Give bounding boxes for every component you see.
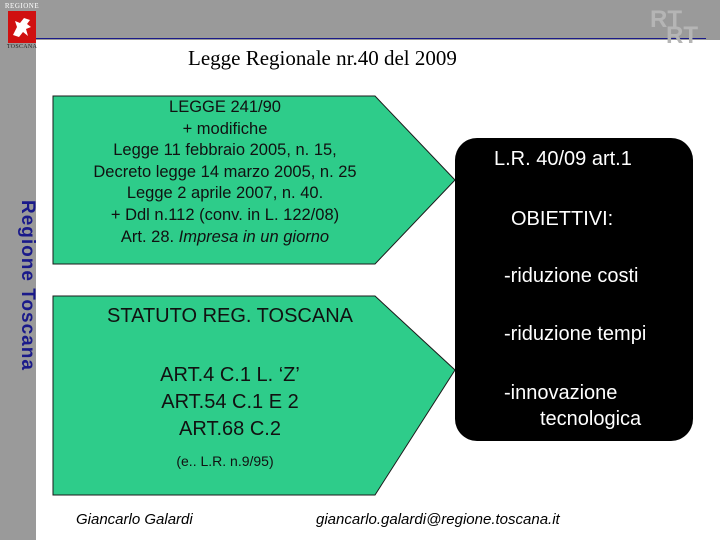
law-line: Decreto legge 14 marzo 2005, n. 25: [93, 162, 357, 181]
objective-item: -riduzione costi: [504, 265, 639, 287]
law-line: Legge 11 febbraio 2005, n. 15,: [113, 141, 337, 160]
objective-item: -innovazione: [504, 382, 618, 404]
statute-note: (e.. L.R. n.9/95): [176, 453, 274, 469]
article-line: ART.54 C.1 E 2: [161, 391, 299, 413]
objective-item-continuation: tecnologica: [540, 408, 642, 430]
objectives-heading: OBIETTIVI:: [511, 208, 614, 230]
page-title: Legge Regionale nr.40 del 2009: [188, 46, 457, 70]
law-article-title: Impresa in un giorno: [178, 227, 330, 246]
footer-author: Giancarlo Galardi: [76, 511, 193, 528]
law-line: + Ddl n.112 (conv. in L. 122/08): [110, 205, 340, 224]
statute-heading: STATUTO REG. TOSCANA: [107, 305, 353, 327]
objectives-reference: L.R. 40/09 art.1: [494, 148, 632, 170]
law-line: + modifiche: [182, 119, 268, 138]
law-references-list: [40, 97, 410, 248]
law-line: LEGGE 241/90: [169, 98, 281, 116]
article-line: ART.4 C.1 L. ‘Z’: [160, 364, 300, 386]
objective-item: -riduzione tempi: [504, 323, 647, 345]
logo-top-text: REGIONE: [4, 2, 40, 10]
vertical-region-label: Regione Toscana: [17, 200, 38, 371]
statute-articles: [85, 362, 375, 443]
footer-email-link[interactable]: giancarlo.galardi@regione.toscana.it: [316, 511, 560, 528]
law-line-last: [40, 227, 410, 249]
logo-bottom-text: TOSCANA: [6, 44, 38, 50]
article-line: ART.68 C.2: [179, 418, 281, 440]
law-article-label: Art. 28.: [120, 227, 179, 246]
law-line: Legge 2 aprile 2007, n. 40.: [126, 184, 324, 203]
rt-watermark-text-echo: RT: [666, 22, 698, 49]
rt-watermark-text: RT: [650, 6, 682, 33]
